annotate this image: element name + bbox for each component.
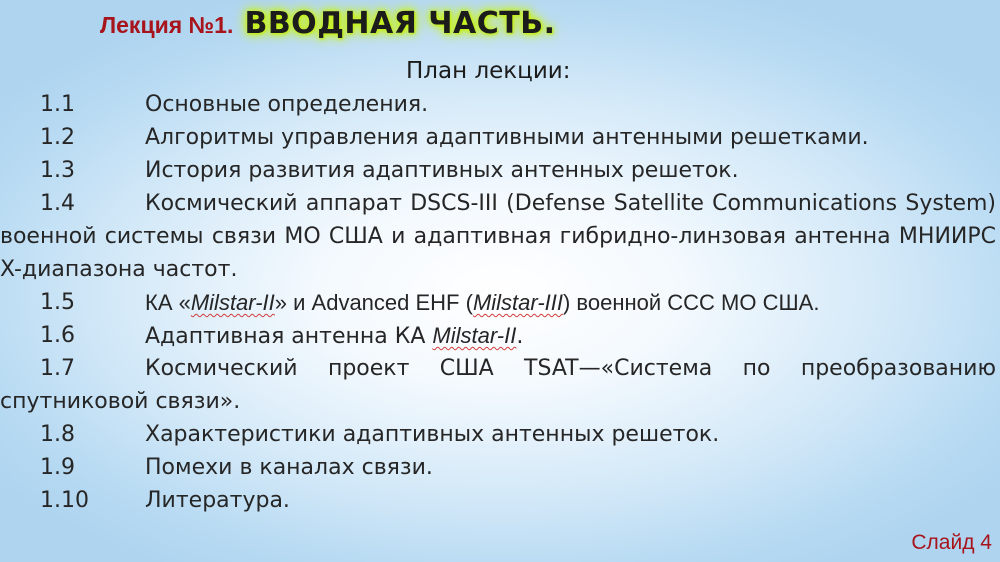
plan-item-text: Основные определения. [145, 92, 429, 117]
plan-item-number: 1.5 [40, 290, 75, 315]
plan-item-number: 1.1 [40, 92, 75, 117]
text-fragment: Адаптивная антенна КА [145, 324, 433, 349]
plan-item-number: 1.7 [40, 356, 75, 381]
title-row [100, 6, 555, 41]
plan-item-number: 1.9 [40, 455, 75, 480]
text-fragment: ) военной ССС МО США. [562, 290, 820, 315]
text-fragment: . [516, 324, 524, 349]
plan-item-text: Характеристики адаптивных антенных решеток. [145, 422, 720, 447]
milstar-iii-term: Milstar-III [472, 290, 563, 315]
plan-item-number: 1.10 [40, 488, 89, 513]
plan-item-number: 1.8 [40, 422, 75, 447]
plan-item-text: Литература. [145, 488, 290, 513]
plan-item-paragraph [0, 352, 996, 418]
milstar-ii-term: Milstar-II [190, 290, 275, 315]
plan-item-text [145, 286, 819, 319]
lecture-label: Лекция №1. [100, 12, 234, 38]
milstar-ii-term: Milstar-II [432, 323, 517, 348]
lecture-title: ВВОДНАЯ ЧАСТЬ. [244, 6, 556, 41]
plan-item-number: 1.6 [40, 323, 75, 348]
plan-title: План лекции: [406, 58, 571, 84]
plan-item-text [145, 319, 523, 353]
plan-item [0, 187, 996, 286]
plan-item-number: 1.4 [40, 191, 75, 216]
text-fragment: КА « [145, 290, 191, 315]
plan-item-text: Алгоритмы управления адаптивными антенными решетками. [145, 125, 869, 150]
text-fragment: » и Advanced EHF ( [274, 290, 473, 315]
plan-item-text: Помехи в каналах связи. [145, 455, 433, 480]
plan-item-text: Космический проект США TSAT—«Система по преобразованию спутниковой связи». [0, 356, 996, 414]
plan-item-number: 1.3 [40, 158, 75, 183]
plan-item-number: 1.2 [40, 125, 75, 150]
plan-item-text: История развития адаптивных антенных решеток. [145, 158, 739, 183]
slide-number: Слайд 4 [911, 531, 992, 554]
plan-item-text: Космический аппарат DSCS-III (Defense Satellite Communications System) военной системы связи МО США и адаптивная гибридно-линзовая антенна МНИИРС X-диапазона частот. [0, 191, 996, 282]
plan-item [0, 352, 996, 418]
plan-item-paragraph [0, 187, 996, 286]
